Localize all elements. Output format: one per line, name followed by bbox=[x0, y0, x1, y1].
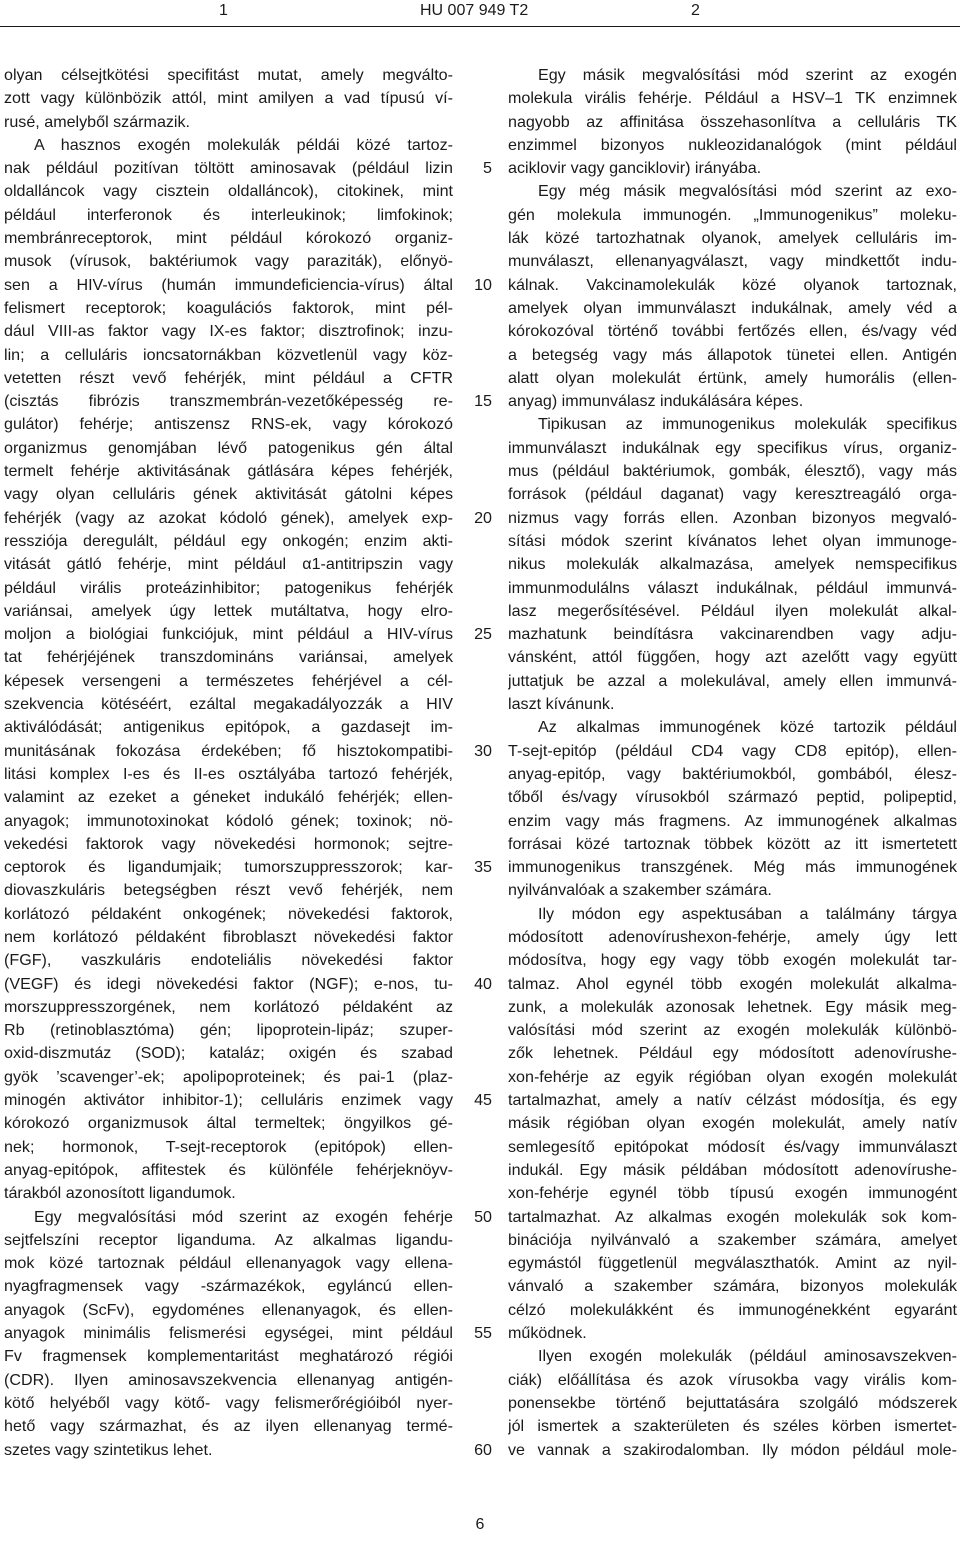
text-line: sejtfelszíni receptor liganduma. Az alkalmas ligandu- bbox=[4, 1230, 453, 1249]
text-line: moljon a biológiai funkciójuk, mint például a HIV-vírus bbox=[4, 625, 453, 644]
text-line: Fv fragmensek komplementaritást meghatározó régiói bbox=[4, 1347, 453, 1366]
text-line: sen a HIV-vírus (humán immundeficiencia-vírus) által bbox=[4, 275, 453, 294]
text-line: módosítva, hogy egy vagy több exogén molekulát tar- bbox=[508, 951, 957, 970]
text-line: célzó molekulákként és immunogénekként egyaránt bbox=[508, 1300, 957, 1319]
text-line: variánsai, amelyek úgy lettek mutáltatva, hogy elro- bbox=[4, 601, 453, 620]
text-line: zott vagy különbözik attól, mint amilyen a vad típusú ví- bbox=[4, 89, 453, 108]
text-line: szetes vagy szintetikus lehet. bbox=[4, 1440, 213, 1459]
line-number: 20 bbox=[474, 508, 492, 527]
text-line: lasz megerősítésével. Például ilyen molekulát alkal- bbox=[508, 601, 957, 620]
text-line: Az alkalmas immunogének közé tartozik például bbox=[538, 718, 957, 737]
text-line: mok közé tartoznak például ellenanyagok vagy ellena- bbox=[4, 1254, 453, 1273]
text-line: (VEGF) és idegi növekedési faktor (NGF); e-nos, tu- bbox=[4, 974, 453, 993]
text-line: membránreceptorok, mint például kórokozó organiz- bbox=[4, 229, 453, 248]
text-line: korlátozó példaként onkogének; növekedési faktorok, bbox=[4, 904, 453, 923]
text-line: gulátor) fehérje; antiszensz RNS-ek, vagy kórokozó bbox=[4, 415, 453, 434]
text-line: nizmus vagy forrás ellen. Azonban bizonyos megvaló- bbox=[508, 508, 957, 527]
text-line: nyagfragmensek vagy -származékok, egyláncú ellen- bbox=[4, 1277, 453, 1296]
text-line: oxid-diszmutáz (SOD); kataláz; oxigén és szabad bbox=[4, 1044, 453, 1063]
text-line: anyagok (ScFv), egydoménes ellenanyagok, és ellen- bbox=[4, 1300, 453, 1319]
text-line: dául VIII-as faktor vagy IX-es faktor; disztrofinok; inzu- bbox=[4, 322, 453, 341]
text-line: xon-fehérje az egyik régióban olyan exogén molekulát bbox=[508, 1067, 957, 1086]
text-line: anyag-epitópok, affitestek és különféle fehérjeknöyv- bbox=[4, 1160, 453, 1179]
text-line: gén molekula immunogén. „Immunogenikus” moleku- bbox=[508, 205, 957, 224]
text-line: T-sejt-epitóp (például CD4 vagy CD8 epitóp), ellen- bbox=[508, 741, 957, 760]
text-line: a betegség vagy más állapotok tünetei ellen. Antigén bbox=[508, 345, 957, 364]
text-line: nak például pozitívan töltött aminosavak (például lizin bbox=[4, 159, 453, 178]
text-line: binációja nyilvánvaló a szakember számára, amelyet bbox=[508, 1230, 957, 1249]
footer-page-number: 6 bbox=[475, 1516, 485, 1533]
text-line: például interferonok és interleukinok; limfokinok; bbox=[4, 205, 453, 224]
text-line: ressziója deregulált, például egy onkogén; enzim akti- bbox=[4, 531, 453, 550]
text-line: tartalmazhat. Az alkalmas exogén molekulák sok kom- bbox=[508, 1207, 957, 1226]
text-line: ve vannak a szakirodalomban. Ily módon például mole- bbox=[508, 1440, 957, 1459]
text-line: anyag) immunválasz indukálására képes. bbox=[508, 392, 804, 411]
text-line: mazhatunk beindításra vakcinarendben vagy adju- bbox=[508, 625, 957, 644]
text-line: anyagok; immunotoxinokat kódoló gének; toxinok; nö- bbox=[4, 811, 453, 830]
text-line: immunválaszt indukálnak egy specifikus vírus, organiz- bbox=[508, 438, 957, 457]
text-line: tat fehérjéjének transzdomináns variánsai, amelyek bbox=[4, 648, 453, 667]
text-line: Rb (retinoblasztóma) gén; lipoprotein-lipáz; szuper- bbox=[4, 1021, 453, 1040]
text-line: minogén aktivátor inhibitor-1); celluláris enzimek vagy bbox=[4, 1091, 453, 1110]
line-number: 5 bbox=[483, 159, 492, 178]
text-line: organizmus genomjában lévő patogenikus gén által bbox=[4, 438, 453, 457]
text-line: másik régióban olyan exogén molekulát, amely natív bbox=[508, 1114, 957, 1133]
text-line: forrásai közé tartoznak többek között az itt ismertetett bbox=[508, 834, 957, 853]
text-line: anyag-epitóp, vagy baktériumokból, gombából, élesz- bbox=[508, 764, 957, 783]
text-line: jól ismertek a szakterületen és széles körben ismertet- bbox=[508, 1417, 957, 1436]
text-line: termelt fehérje aktivitásának gátlására képes fehérjék, bbox=[4, 462, 453, 481]
text-line: fehérjék (vagy az azokat kódoló gének), amelyek exp- bbox=[4, 508, 453, 527]
text-line: vetetten részt vevő fehérjék, mint például a CFTR bbox=[4, 368, 453, 387]
line-number: 10 bbox=[474, 275, 492, 294]
text-line: vekedési faktorok vagy növekedési hormonok; sejtre- bbox=[4, 834, 453, 853]
text-line: Ilyen exogén molekulák (például aminosavszekven- bbox=[538, 1347, 957, 1366]
text-line: indukál. Egy másik példában módosított adenovírushe- bbox=[508, 1160, 957, 1179]
text-line: munválaszt, ellenanyagválaszt, vagy mindkettőt indu- bbox=[508, 252, 957, 271]
left-text-column bbox=[4, 64, 453, 1462]
text-line: források (például daganat) vagy keresztreagáló orga- bbox=[508, 485, 957, 504]
line-number: 40 bbox=[474, 974, 492, 993]
right-page-number: 2 bbox=[691, 2, 700, 19]
text-line: Egy másik megvalósítási mód szerint az exogén bbox=[538, 66, 957, 84]
text-line: működnek. bbox=[508, 1324, 587, 1343]
text-line: talmaz. Ahol egynél több exogén molekulát alkalma- bbox=[508, 974, 957, 993]
text-line: A hasznos exogén molekulák példái közé tartoz- bbox=[34, 135, 453, 154]
text-line: oldalláncok vagy cisztein oldalláncok), citokinek, mint bbox=[4, 182, 453, 201]
text-line: tárakból azonosított ligandumok. bbox=[4, 1184, 236, 1203]
header-rule bbox=[0, 26, 960, 27]
right-text-column bbox=[508, 64, 957, 1462]
text-line: valósítási mód szerint az exogén molekulák különbö- bbox=[508, 1021, 957, 1040]
text-line: vánsként, attól függően, hogy azt azelőtt vagy együtt bbox=[508, 648, 957, 667]
text-line: ceptorok és ligandumjaik; tumorszuppresszorok; kar- bbox=[4, 858, 453, 877]
text-line: munitásának fokozása érdekében; fő hisztokompatibi- bbox=[4, 741, 453, 760]
text-line: morszuppresszorgének, nem korlátozó példaként az bbox=[4, 997, 453, 1016]
text-line: kórokozó organizmusok által termeltek; öngyilkos gé- bbox=[4, 1114, 453, 1133]
text-line: tőből és/vagy vírusokból származó peptid, polipeptid, bbox=[508, 788, 957, 807]
text-line: xon-fehérje egynél több típusú exogén immunogént bbox=[508, 1184, 957, 1203]
text-line: immunogenikus transzgének. Még más immunogének bbox=[508, 858, 957, 877]
text-line: amelyek olyan immunválaszt indukálnak, amely véd a bbox=[508, 298, 957, 317]
text-line: rusé, amelyből származik. bbox=[4, 112, 191, 131]
text-line: enzim vagy más fragmens. Az immunogének alkalmas bbox=[508, 811, 957, 830]
text-line: vagy olyan celluláris gének aktivitását gátolni képes bbox=[4, 485, 453, 504]
text-line: musok (vírusok, baktériumok vagy paraziták), előnyö- bbox=[4, 252, 453, 271]
line-number: 45 bbox=[474, 1091, 492, 1110]
text-line: gyök ’scavenger’-ek; apolipoproteinek; és pai-1 (plaz- bbox=[4, 1067, 453, 1086]
text-line: immunmodulálns választ indukálnak, például immunvá- bbox=[508, 578, 957, 597]
text-line: nem korlátozó példaként fibroblaszt növekedési faktor bbox=[4, 927, 453, 946]
text-line: nagyobb az affinitása összehasonlítva a celluláris TK bbox=[508, 112, 957, 131]
text-line: molekula virális fehérje. Például a HSV–1 TK enzimnek bbox=[508, 89, 957, 108]
text-line: kórokozóval történő további fertőzés ellen, és/vagy véd bbox=[508, 322, 957, 341]
text-line: lin; a celluláris ioncsatornákban közvetlenül vagy köz- bbox=[4, 345, 453, 364]
line-number: 35 bbox=[474, 858, 492, 877]
text-line: Ily módon egy aspektusában a találmány tárgya bbox=[538, 904, 957, 923]
text-line: nikus molekulák alkalmazása, amelyek nemspecifikus bbox=[508, 555, 957, 574]
line-number: 30 bbox=[474, 741, 492, 760]
text-line: kötő helyéből vagy kötő- vagy felismerőrégióiból nyer- bbox=[4, 1393, 453, 1412]
text-line: képesek versengeni a természetes fehérjével a cél- bbox=[4, 671, 453, 690]
text-line: mus (például baktériumok, gombák, élesztő), vagy más bbox=[508, 462, 957, 481]
text-line: anyagok minimális felismerési egységei, mint például bbox=[4, 1324, 453, 1343]
text-line: zők lehetnek. Például egy módosított adenovírushe- bbox=[508, 1044, 957, 1063]
text-line: semlegesítő epitópokat módosít és/vagy immunválaszt bbox=[508, 1137, 957, 1156]
text-line: Tipikusan az immunogenikus molekulák specifikus bbox=[538, 415, 957, 434]
text-line: (cisztás fibrózis transzmembrán-vezetőképesség re- bbox=[4, 392, 453, 411]
text-line: tartalmazhat, amely a natív célzást módosítja, és egy bbox=[508, 1091, 957, 1110]
text-line: litási komplex I-es és II-es osztályába tartozó fehérjék, bbox=[4, 764, 453, 783]
text-line: zunk, a molekulák azonosak lehetnek. Egy másik meg- bbox=[508, 997, 957, 1016]
text-line: hető vagy származhat, és az ilyen ellenanyag termé- bbox=[4, 1417, 453, 1436]
text-line: vánvaló a szakember számára, bizonyos molekulák bbox=[508, 1277, 957, 1296]
text-line: alatt olyan molekulát értünk, amely humorális (ellen- bbox=[508, 368, 957, 387]
text-line: felismert receptorok; koagulációs faktorok, mint pél- bbox=[4, 298, 453, 317]
patent-id: HU 007 949 T2 bbox=[420, 2, 529, 19]
left-page-number: 1 bbox=[219, 2, 228, 19]
line-number: 25 bbox=[474, 625, 492, 644]
line-number: 50 bbox=[474, 1207, 492, 1226]
text-line: enzimmel bizonyos nukleozidanalógok (mint például bbox=[508, 135, 957, 154]
text-line: laszt kívánunk. bbox=[508, 695, 615, 714]
text-line: aciklovir vagy ganciklovir) irányába. bbox=[508, 159, 762, 178]
text-line: ponensekbe történő bejuttatására szolgáló módszerek bbox=[508, 1393, 957, 1412]
text-line: Egy még másik megvalósítási mód szerint az exo- bbox=[538, 182, 957, 201]
text-line: (CDR). Ilyen aminosavszekvencia ellenanyag antigén- bbox=[4, 1370, 453, 1389]
text-line: egymástól függetlenül megválaszthatók. Amint az nyil- bbox=[508, 1254, 957, 1273]
text-line: sítási módok szerint kívánatos lehet olyan immunoge- bbox=[508, 531, 957, 550]
text-line: aktiválódását; antigenikus epitópok, a gazdasejt im- bbox=[4, 718, 453, 737]
page-header bbox=[0, 0, 960, 26]
text-line: Egy megvalósítási mód szerint az exogén fehérje bbox=[34, 1207, 453, 1226]
text-line: valamint az ezeket a géneket indukáló fehérjék; ellen- bbox=[4, 788, 453, 807]
text-line: vitását gátló fehérje, mint például α1-antitripszin vagy bbox=[4, 555, 453, 574]
text-line: ciák) előállítása és azok vírusokba vagy virális kom- bbox=[508, 1370, 957, 1389]
text-line: nyilvánvalóak a szakember számára. bbox=[508, 881, 772, 900]
text-line: olyan célsejtkötési specifitást mutat, amely megválto- bbox=[4, 66, 453, 84]
line-number: 15 bbox=[474, 392, 492, 411]
text-line: nek; hormonok, T-sejt-receptorok (epitópok) ellen- bbox=[4, 1137, 453, 1156]
line-number: 55 bbox=[474, 1324, 492, 1343]
text-line: juttatjuk be azzal a molekulával, amely ellen immunvá- bbox=[508, 671, 957, 690]
line-number: 60 bbox=[474, 1440, 492, 1459]
text-line: szekvencia kötéséért, ezáltal megakadályozzák a HIV bbox=[4, 695, 453, 714]
text-line: lák közé tartozhatnak olyanok, amelyek celluláris im- bbox=[508, 229, 957, 248]
text-line: módosított adenovírushexon-fehérje, amely úgy lett bbox=[508, 927, 957, 946]
text-line: (FGF), vaszkuláris endoteliális növekedési faktor bbox=[4, 951, 453, 970]
text-line: kálnak. Vakcinamolekulák közé olyanok tartoznak, bbox=[508, 275, 957, 294]
text-line: diovaszkuláris betegségben részt vevő fehérjék, nem bbox=[4, 881, 453, 900]
text-line: például virális proteázinhibitor; patogenikus fehérjék bbox=[4, 578, 453, 597]
